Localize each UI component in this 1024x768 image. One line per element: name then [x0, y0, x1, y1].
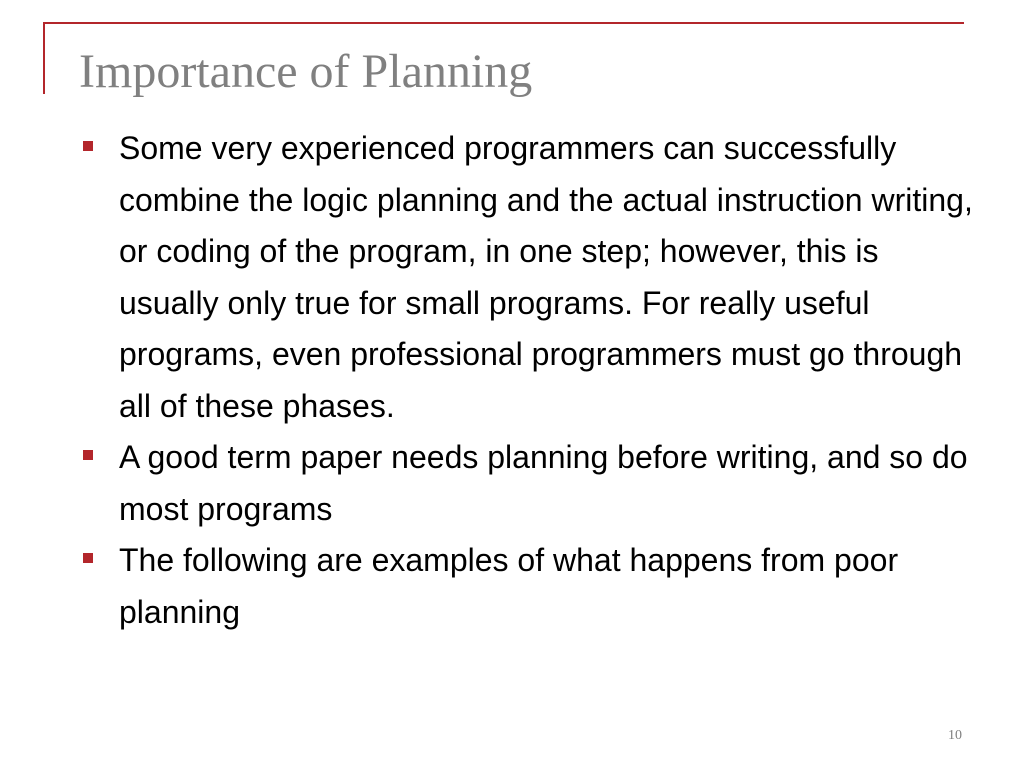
bullet-item-1	[80, 123, 980, 432]
bullet-item-2	[80, 432, 980, 535]
bullet-text-3: The following are examples of what happens from poor planning	[119, 542, 899, 630]
slide-title: Importance of Planning	[79, 45, 533, 98]
frame-left-line	[43, 22, 45, 94]
bullet-text-1: Some very experienced programmers can successfully combine the logic planning and the actual instruction writing, or coding of the program, in one step; however, this is usually only true for small programs. For really useful programs, even professional programmers must go through all of these phases.	[119, 130, 973, 424]
frame-top-line	[43, 22, 964, 24]
bullet-list	[80, 123, 980, 638]
square-bullet-icon	[83, 450, 93, 460]
square-bullet-icon	[83, 141, 93, 151]
square-bullet-icon	[83, 553, 93, 563]
slide-number: 10	[948, 728, 962, 743]
bullet-text-2: A good term paper needs planning before writing, and so do most programs	[119, 439, 968, 527]
bullet-item-3	[80, 535, 980, 638]
